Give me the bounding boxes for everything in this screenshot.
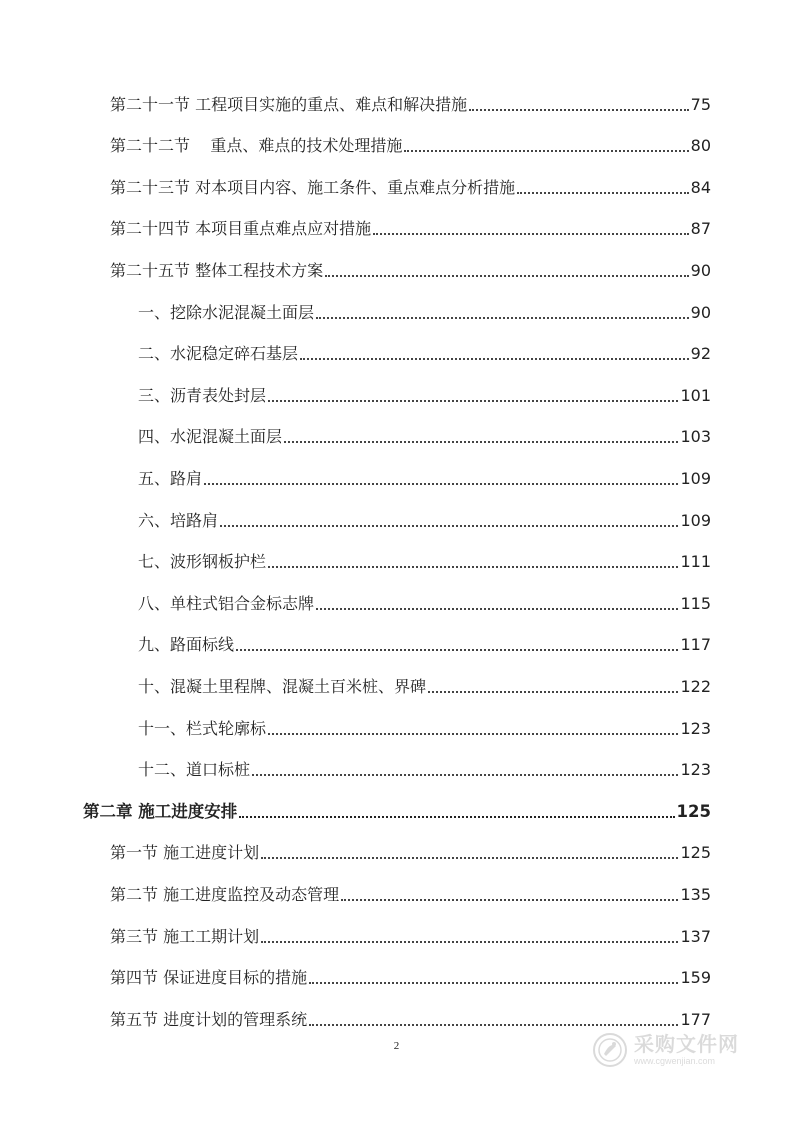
toc-entry[interactable] <box>110 217 711 241</box>
toc-dot-leader <box>220 525 678 527</box>
toc-dot-leader <box>284 441 678 443</box>
toc-dot-leader <box>316 608 678 610</box>
toc-entry-title: 一、挖除水泥混凝土面层 <box>138 303 315 322</box>
toc-dot-leader <box>261 857 678 859</box>
toc-entry-title: 三、沥青表处封层 <box>138 386 267 405</box>
toc-entry-title: 第四节 保证进度目标的措施 <box>110 968 308 987</box>
toc-entry[interactable] <box>110 134 711 158</box>
toc-dot-leader <box>236 649 678 651</box>
toc-dot-leader <box>325 275 689 277</box>
toc-entry[interactable] <box>138 467 711 491</box>
toc-dot-leader <box>268 566 678 568</box>
toc-entry-page: 111 <box>680 552 711 571</box>
toc-entry-title: 第五节 进度计划的管理系统 <box>110 1010 308 1029</box>
toc-entry[interactable] <box>138 301 711 325</box>
toc-dot-leader <box>252 774 678 776</box>
toc-entry[interactable] <box>138 509 711 533</box>
toc-entry-title: 第二章 施工进度安排 <box>83 802 238 821</box>
toc-dot-leader <box>268 400 678 402</box>
toc-entry-title: 第二十五节 整体工程技术方案 <box>110 261 324 280</box>
toc-entry-title: 二、水泥稳定碎石基层 <box>138 344 299 363</box>
toc-entry[interactable] <box>138 633 711 657</box>
toc-entry-page: 103 <box>680 427 711 446</box>
toc-entry-page: 101 <box>680 386 711 405</box>
toc-dot-leader <box>261 941 678 943</box>
toc-entry-page: 117 <box>680 635 711 654</box>
toc-entry-page: 177 <box>680 1010 711 1029</box>
toc-entry-page: 123 <box>680 760 711 779</box>
toc-entry-page: 109 <box>680 469 711 488</box>
toc-entry[interactable] <box>138 425 711 449</box>
toc-entry-page: 75 <box>690 95 711 114</box>
toc-entry[interactable] <box>138 717 711 741</box>
toc-entry-title: 七、波形钢板护栏 <box>138 552 267 571</box>
watermark-name: 采购文件网 <box>634 1032 739 1056</box>
toc-entry-title: 第二十一节 工程项目实施的重点、难点和解决措施 <box>110 95 468 114</box>
watermark <box>592 1028 752 1072</box>
toc-dot-leader <box>517 192 689 194</box>
toc-entry[interactable] <box>138 592 711 616</box>
toc-entry-page: 115 <box>680 594 711 613</box>
cgwenjian-logo-icon <box>592 1032 628 1068</box>
toc-entry[interactable] <box>110 841 711 865</box>
toc-entry-title: 第二十二节 重点、难点的技术处理措施 <box>110 136 403 155</box>
toc-entry-title: 八、单柱式铝合金标志牌 <box>138 594 315 613</box>
toc-entry-page: 90 <box>690 303 711 322</box>
toc-dot-leader <box>469 109 689 111</box>
toc-entry-title: 九、路面标线 <box>138 635 235 654</box>
toc-dot-leader <box>309 1024 678 1026</box>
toc-entry-title: 十、混凝土里程牌、混凝土百米桩、界碑 <box>138 677 427 696</box>
toc-entry[interactable] <box>138 675 711 699</box>
toc-entry[interactable] <box>138 550 711 574</box>
toc-dot-leader <box>404 150 688 152</box>
toc-entry[interactable] <box>138 384 711 408</box>
toc-entry-page: 92 <box>690 344 711 363</box>
toc-dot-leader <box>300 358 689 360</box>
toc-entry[interactable] <box>110 966 711 990</box>
toc-entry-title: 第二节 施工进度监控及动态管理 <box>110 885 340 904</box>
toc-entry-page: 84 <box>690 178 711 197</box>
toc-entry-page: 123 <box>680 719 711 738</box>
toc-entry-title: 第三节 施工工期计划 <box>110 927 260 946</box>
toc-entry-title: 第一节 施工进度计划 <box>110 843 260 862</box>
toc-dot-leader <box>341 899 678 901</box>
watermark-url: www.cgwenjian.com <box>634 1056 716 1066</box>
toc-dot-leader <box>428 691 678 693</box>
toc-entry-page: 125 <box>676 802 711 821</box>
page-number: 2 <box>393 1040 400 1052</box>
toc-entry-page: 80 <box>690 136 711 155</box>
toc-entry-title: 十一、栏式轮廓标 <box>138 719 267 738</box>
toc-entry-page: 125 <box>680 843 711 862</box>
toc-dot-leader <box>204 483 678 485</box>
toc-chapter-entry[interactable] <box>83 800 711 824</box>
toc-entry-title: 第二十四节 本项目重点难点应对措施 <box>110 219 372 238</box>
toc-entry-page: 87 <box>690 219 711 238</box>
toc-entry-page: 122 <box>680 677 711 696</box>
toc-entry-page: 90 <box>690 261 711 280</box>
toc-dot-leader <box>373 233 689 235</box>
toc-entry-title: 四、水泥混凝土面层 <box>138 427 283 446</box>
toc-entry-page: 109 <box>680 511 711 530</box>
toc-entry-page: 159 <box>680 968 711 987</box>
toc-entry-page: 135 <box>680 885 711 904</box>
toc-entry[interactable] <box>110 176 711 200</box>
toc-entry-title: 五、路肩 <box>138 469 203 488</box>
toc-entry-title: 第二十三节 对本项目内容、施工条件、重点难点分析措施 <box>110 178 516 197</box>
toc-entry[interactable] <box>110 259 711 283</box>
toc-entry[interactable] <box>110 93 711 117</box>
toc-entry[interactable] <box>110 925 711 949</box>
toc-entry-page: 137 <box>680 927 711 946</box>
toc-dot-leader <box>316 317 689 319</box>
toc-entry-title: 六、培路肩 <box>138 511 219 530</box>
toc-entry[interactable] <box>110 883 711 907</box>
toc-entry[interactable] <box>138 342 711 366</box>
toc-dot-leader <box>239 816 674 818</box>
toc-dot-leader <box>268 733 678 735</box>
toc-entry-title: 十二、道口标桩 <box>138 760 251 779</box>
toc-dot-leader <box>309 982 678 984</box>
toc-entry[interactable] <box>138 758 711 782</box>
